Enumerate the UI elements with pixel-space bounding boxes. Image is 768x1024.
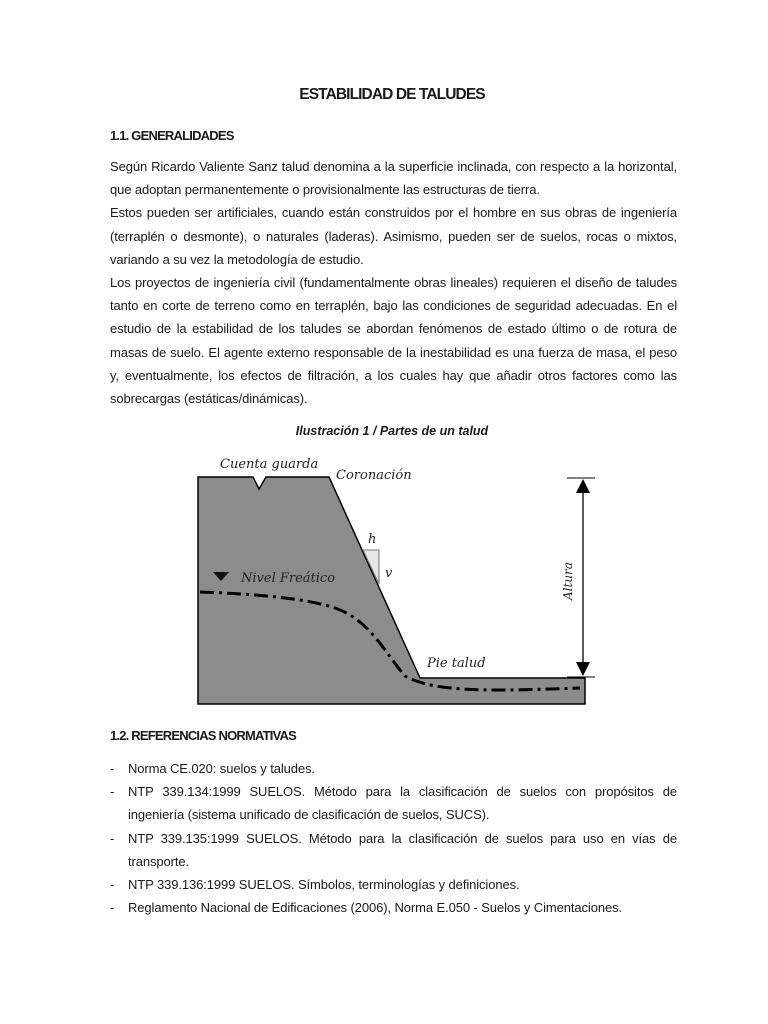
paragraph-definition: Según Ricardo Valiente Sanz talud denomina a la superficie inclinada, con respecto a la horizontal, que adoptan permanentemente o provisionalmente las estructuras de tierra. [110,159,677,198]
reference-text: NTP 339.134:1999 SUELOS. Método para la clasificación de suelos con propósitos de ingeniería (sistema unificado de clasificación de suelos, SUCS). [128,784,677,823]
label-pie-talud: Pie talud [427,656,486,671]
bullet-dash: - [110,784,115,800]
document-title: ESTABILIDAD DE TALUDES [299,86,485,103]
generalidades-body [110,155,677,410]
section-heading-generalidades: 1.1. GENERALIDADES [110,128,234,143]
figure-caption: Ilustración 1 / Partes de un talud [295,424,489,438]
reference-text: Reglamento Nacional de Edificaciones (2006), Norma E.050 - Suelos y Cimentaciones. [128,900,623,916]
label-coronacion: Coronación [336,468,412,483]
label-cuenta-guarda: Cuenta guarda [220,457,319,472]
section-heading-referencias: 1.2. REFERENCIAS NORMATIVAS [110,728,296,743]
paragraph-projects: Los proyectos de ingeniería civil (fundamentalmente obras lineales) requieren el diseño de taludes tanto en corte de terreno como en terraplén, bajo las condiciones de seguridad adecuadas. En el estudio de la estabilidad de los taludes se abordan fenómenos de estado último o de rotura de masas de suelo. El agente externo responsable de la inestabilidad es una fuerza de masa, el peso y, eventualmente, los efectos de filtración, a los cuales hay que añadir otros factores como las sobrecargas (estáticas/dinámicas). [110,275,677,407]
reference-text: NTP 339.136:1999 SUELOS. Símbolos, terminologías y definiciones. [128,877,520,893]
height-arrow-up [576,479,590,493]
label-h: h [368,532,377,547]
label-nivel-freatico: Nivel Freático [241,571,336,586]
reference-text: NTP 339.135:1999 SUELOS. Método para la clasificación de suelos para uso en vías de transporte. [128,830,677,869]
list-item [110,827,677,873]
bullet-dash: - [110,761,115,776]
list-item [110,896,677,919]
reference-text: Norma CE.020: suelos y taludes. [128,761,315,776]
height-arrow-down [576,662,590,676]
label-altura: Altura [561,562,575,600]
bullet-dash: - [110,877,115,893]
list-item [110,780,677,826]
slope-diagram [195,448,595,710]
bullet-dash: - [110,830,115,846]
references-list [110,757,677,919]
bullet-dash: - [110,900,115,916]
list-item [110,873,677,896]
list-item [110,757,677,780]
paragraph-types: Estos pueden ser artificiales, cuando están construidos por el hombre en sus obras de ingeniería (terraplén o desmonte), o naturales (laderas). Asimismo, pueden ser de suelos, rocas o mixtos, variando a su vez la metodología de estudio. [110,205,677,267]
label-v: v [385,566,393,581]
soil-mass [198,477,585,704]
